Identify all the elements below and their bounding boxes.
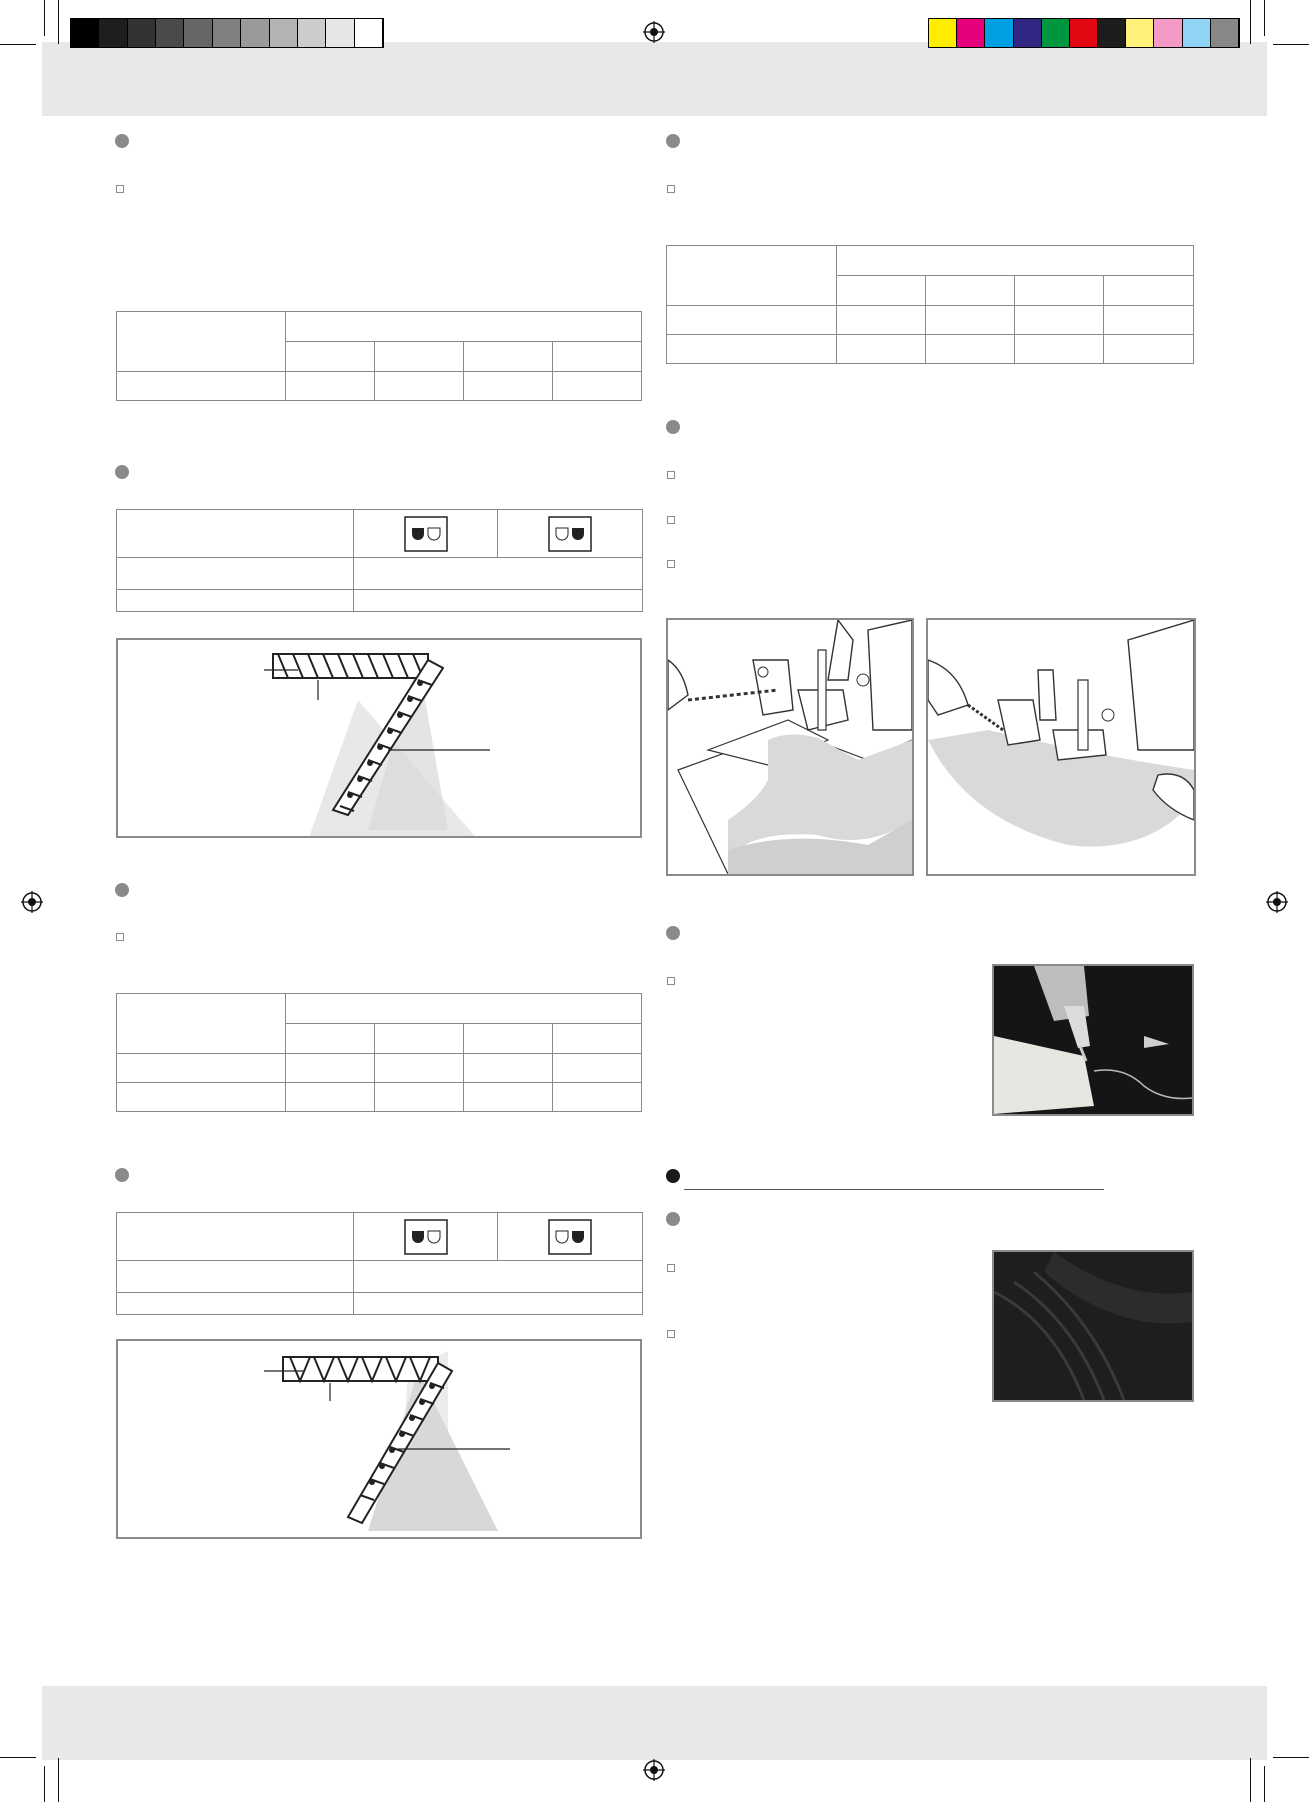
step-checkbox [667, 185, 675, 193]
crop-mark [58, 0, 59, 44]
section-bullet [115, 134, 129, 148]
registration-mark-icon [643, 21, 665, 43]
table-cell [375, 1054, 464, 1083]
crop-mark [0, 1757, 36, 1758]
registration-mark-icon [643, 1759, 665, 1781]
table-cell [553, 1083, 642, 1112]
chapter-bullet [666, 1169, 680, 1183]
table-cell [1015, 306, 1104, 335]
left-needle-icon [404, 516, 448, 552]
calibration-swatch [298, 19, 326, 47]
right-needle-icon [548, 1219, 592, 1255]
color-calibration-bar [928, 18, 1240, 48]
right-needle-icon [548, 516, 592, 552]
table-cell [286, 342, 375, 372]
crop-mark [1273, 1757, 1309, 1758]
table-cell [117, 372, 286, 401]
calibration-swatch [1070, 19, 1098, 47]
calibration-swatch [326, 19, 354, 47]
chapter-rule [684, 1189, 1104, 1190]
table-cell [1104, 335, 1194, 364]
left-needle-icon [404, 1219, 448, 1255]
section-bullet [115, 1168, 129, 1182]
table-cell [837, 306, 926, 335]
step-checkbox [667, 977, 675, 985]
crop-mark [1250, 1758, 1251, 1802]
calibration-swatch [957, 19, 985, 47]
calibration-swatch [270, 19, 298, 47]
seam-sealant-photo [992, 964, 1194, 1116]
crop-mark [1250, 0, 1251, 44]
table-cell [837, 276, 926, 306]
calibration-swatch [1211, 19, 1239, 47]
table-cell [354, 1261, 643, 1293]
table-cell [117, 1213, 354, 1261]
needle-cell-left [354, 1213, 498, 1261]
table-cell [286, 372, 375, 401]
table-cell [117, 1261, 354, 1293]
table-cell [354, 558, 643, 590]
table-cell [117, 312, 286, 372]
stitch-diagram-1 [116, 638, 642, 838]
calibration-swatch [1098, 19, 1126, 47]
table-cell [117, 1293, 354, 1315]
crop-mark [44, 1766, 45, 1802]
settings-table-1 [116, 311, 642, 401]
table-cell [375, 372, 464, 401]
table-cell [926, 335, 1015, 364]
table-cell [354, 1293, 643, 1315]
calibration-swatch [985, 19, 1013, 47]
table-cell [375, 1024, 464, 1054]
calibration-swatch [355, 19, 383, 47]
footer-band [42, 1686, 1267, 1760]
stitch-illustration [118, 1341, 640, 1537]
calibration-swatch [1126, 19, 1154, 47]
table-cell [464, 372, 553, 401]
section-bullet [115, 465, 129, 479]
table-cell [926, 306, 1015, 335]
table-cell [117, 590, 354, 612]
step-checkbox [116, 185, 124, 193]
calibration-swatch [1042, 19, 1070, 47]
section-bullet [666, 134, 680, 148]
calibration-swatch [99, 19, 127, 47]
table-cell [837, 335, 926, 364]
crop-mark [1273, 44, 1309, 45]
calibration-swatch [929, 19, 957, 47]
machine-illustration-1 [666, 618, 914, 876]
registration-mark-icon [1266, 891, 1288, 913]
needle-cell-right [498, 510, 643, 558]
step-checkbox [667, 1264, 675, 1272]
section-bullet [115, 883, 129, 897]
crop-mark [1264, 0, 1265, 36]
table-cell [1104, 306, 1194, 335]
table-cell [553, 1024, 642, 1054]
needle-table-1 [116, 509, 643, 612]
calibration-swatch [241, 19, 269, 47]
calibration-swatch [1183, 19, 1211, 47]
table-cell [117, 558, 354, 590]
table-cell [464, 1024, 553, 1054]
step-checkbox [116, 933, 124, 941]
step-checkbox [667, 516, 675, 524]
table-cell [837, 246, 1194, 276]
section-bullet [666, 420, 680, 434]
stitch-diagram-2 [116, 1339, 642, 1539]
stitch-illustration [118, 640, 640, 836]
step-checkbox [667, 560, 675, 568]
table-cell [1015, 276, 1104, 306]
registration-mark-icon [21, 891, 43, 913]
crop-mark [58, 1758, 59, 1802]
settings-table-3 [666, 245, 1194, 364]
table-cell [1015, 335, 1104, 364]
table-cell [553, 372, 642, 401]
table-cell [354, 590, 643, 612]
table-cell [117, 994, 286, 1054]
grayscale-calibration-bar [70, 18, 384, 48]
table-cell [553, 1054, 642, 1083]
crop-mark [1264, 1766, 1265, 1802]
table-cell [117, 1083, 286, 1112]
calibration-swatch [71, 19, 99, 47]
calibration-swatch [1154, 19, 1182, 47]
table-cell [117, 1054, 286, 1083]
calibration-swatch [156, 19, 184, 47]
calibration-swatch [1014, 19, 1042, 47]
needle-table-2 [116, 1212, 643, 1315]
crop-mark [0, 44, 36, 45]
table-cell [286, 1054, 375, 1083]
table-cell [286, 312, 642, 342]
header-band [42, 42, 1267, 116]
table-cell [553, 342, 642, 372]
table-cell [464, 342, 553, 372]
calibration-swatch [128, 19, 156, 47]
table-cell [286, 994, 642, 1024]
table-cell [286, 1083, 375, 1112]
step-checkbox [667, 1330, 675, 1338]
table-cell [926, 276, 1015, 306]
table-cell [464, 1083, 553, 1112]
table-cell [667, 306, 837, 335]
table-cell [286, 1024, 375, 1054]
machine-illustration-2 [926, 618, 1196, 876]
table-cell [464, 1054, 553, 1083]
table-cell [667, 246, 837, 306]
calibration-swatch [213, 19, 241, 47]
section-bullet [666, 926, 680, 940]
step-checkbox [667, 471, 675, 479]
needle-cell-right [498, 1213, 643, 1261]
section-bullet [666, 1212, 680, 1226]
table-cell [375, 1083, 464, 1112]
table-cell [667, 335, 837, 364]
crop-mark [44, 0, 45, 36]
calibration-swatch [184, 19, 212, 47]
table-cell [375, 342, 464, 372]
table-cell [117, 510, 354, 558]
garment-seam-photo [992, 1250, 1194, 1402]
needle-cell-left [354, 510, 498, 558]
table-cell [1104, 276, 1194, 306]
settings-table-2 [116, 993, 642, 1112]
